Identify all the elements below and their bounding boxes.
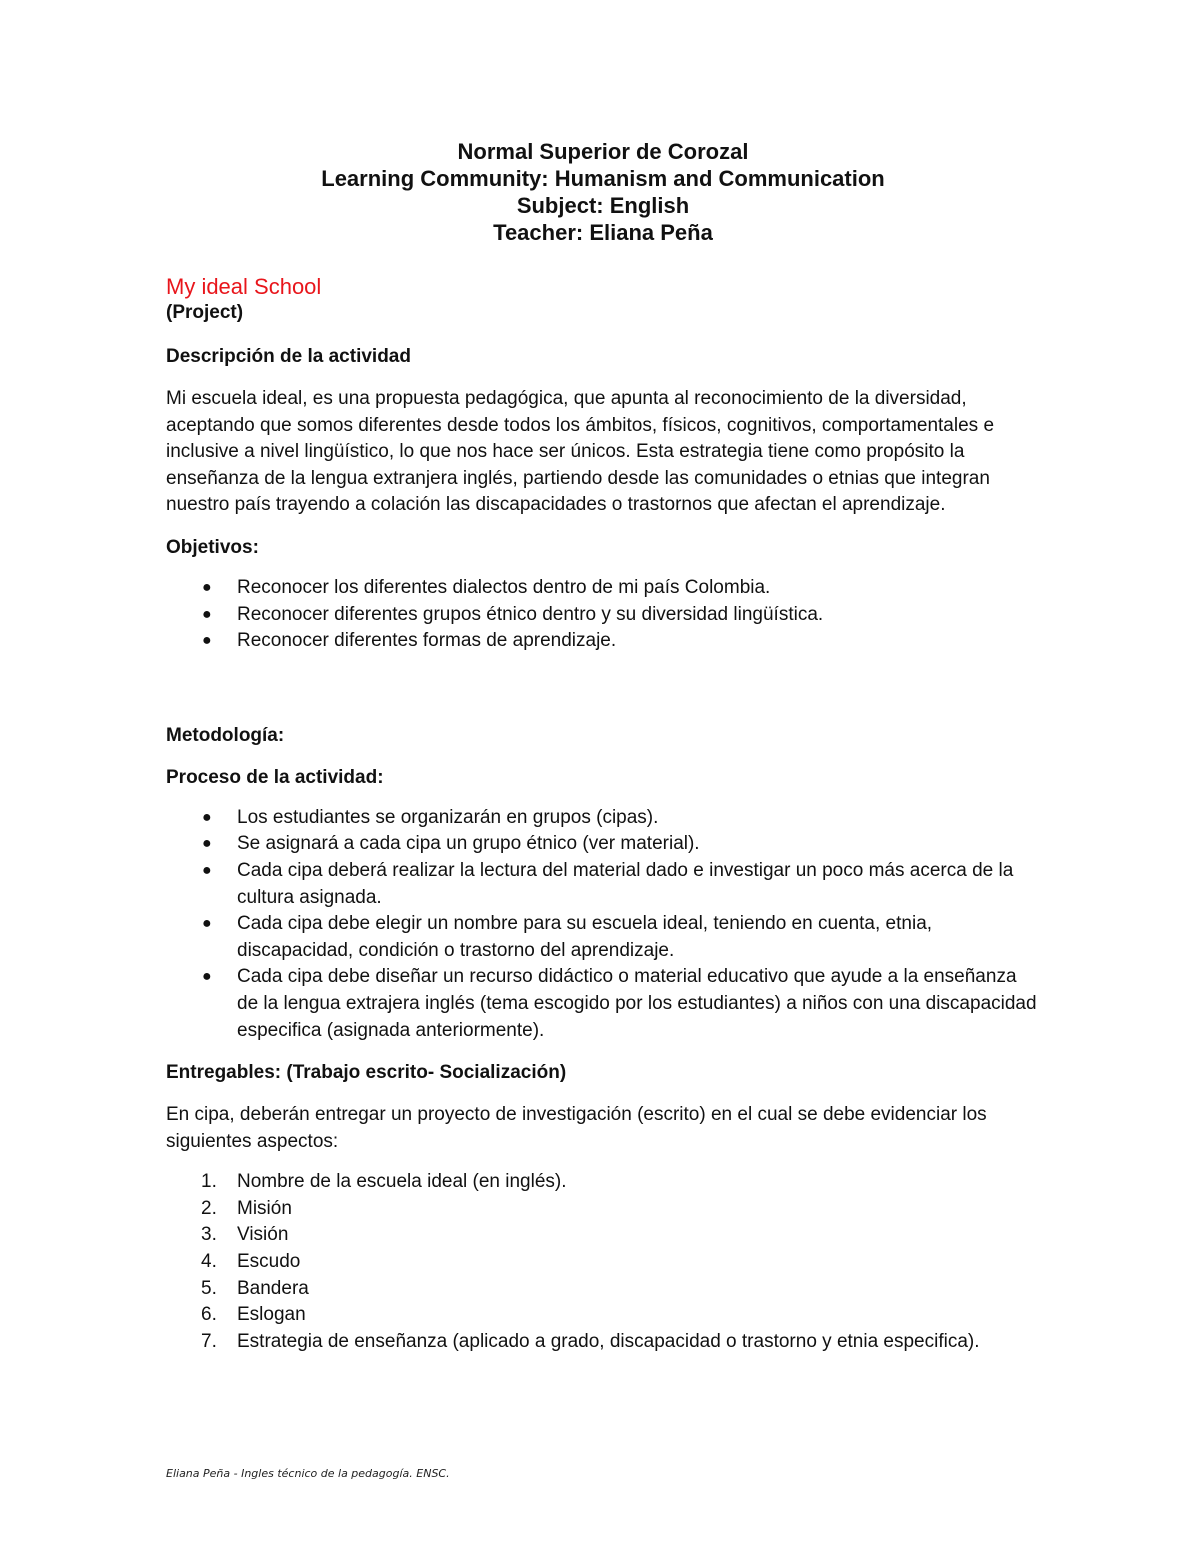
list-item: 7. Estrategia de enseñanza (aplicado a grado, discapacidad o trastorno y etnia especifica). [201, 1330, 980, 1352]
bullet-icon: ● [202, 968, 212, 986]
bullet-icon: ● [202, 915, 212, 933]
document-title: My ideal School [166, 274, 322, 299]
list-item: ● Reconocer diferentes formas de aprendizaje. [166, 628, 1040, 655]
list-item: ● Cada cipa debe diseñar un recurso didáctico o material educativo que ayude a la enseñanza de la lengua extrajera inglés (tema escogido por los estudiantes) a niños con una discapacidad especifica (asignada anteriormente). [202, 966, 1037, 1041]
bullet-icon: ● [202, 605, 212, 623]
list-item: ● Se asignará a cada cipa un grupo étnico (ver material). [166, 831, 1040, 858]
objectives-list [166, 575, 1040, 655]
bullet-icon: ● [202, 861, 212, 879]
list-item: 3. Visión [201, 1224, 289, 1246]
teacher: Teacher: Eliana Peña [493, 220, 713, 245]
list-item: ● Reconocer diferentes grupos étnico dentro y su diversidad lingüística. [166, 602, 1040, 629]
school-name: Normal Superior de Corozal [457, 139, 749, 164]
list-item: 5. Bandera [201, 1277, 309, 1299]
subject: Subject: English [516, 193, 690, 218]
objectives-heading: Objetivos: [166, 536, 259, 558]
methodology-heading: Metodología: [166, 724, 285, 746]
description-heading: Descripción de la actividad [166, 346, 411, 367]
bullet-icon: ● [202, 632, 212, 650]
process-list [166, 805, 1040, 1044]
document-header [166, 138, 1040, 246]
bullet-icon: ● [202, 835, 212, 853]
page-footer: Eliana Peña - Ingles técnico de la pedagogía. ENSC. [166, 1467, 450, 1480]
process-heading: Proceso de la actividad: [166, 766, 384, 788]
deliverables-heading: Entregables: (Trabajo escrito- Socialización) [166, 1062, 567, 1084]
learning-community: Learning Community: Humanism and Communication [321, 166, 885, 191]
list-item: 4. Escudo [201, 1251, 301, 1273]
deliverables-list [166, 1169, 1040, 1355]
list-item: ● Los estudiantes se organizarán en grupos (cipas). [166, 805, 1040, 832]
list-item: ● Cada cipa debe elegir un nombre para su escuela ideal, teniendo en cuenta, etnia, discapacidad, condición o trastorno del aprendizaje. [202, 913, 933, 961]
deliverables-text: En cipa, deberán entregar un proyecto de investigación (escrito) en el cual se debe evidenciar los siguientes aspectos: [166, 1104, 987, 1152]
list-item: 1. Nombre de la escuela ideal (en inglés). [201, 1171, 567, 1193]
list-item: 2. Misión [201, 1197, 292, 1219]
description-text: Mi escuela ideal, es una propuesta pedagógica, que apunta al reconocimiento de la diversidad, aceptando que somos diferentes desde todos los ámbitos, físicos, cognitivos, comportamentales e inclusive a nivel lingüístico, lo que nos hace ser únicos. Esta estrategia tiene como propósito la enseñanza de la lengua extranjera inglés, partiendo desde las comunidades o etnias que integran nuestro país trayendo a colación las discapacidades o trastornos que afectan el aprendizaje. [166, 388, 995, 516]
project-tag: (Project) [166, 302, 244, 323]
bullet-icon: ● [202, 578, 212, 596]
bullet-icon: ● [202, 808, 212, 826]
list-item: ● Cada cipa deberá realizar la lectura del material dado e investigar un poco más acerca de la cultura asignada. [202, 859, 1014, 908]
list-item: ● Reconocer los diferentes dialectos dentro de mi país Colombia. [166, 575, 1040, 602]
list-item: 6. Eslogan [201, 1304, 306, 1326]
